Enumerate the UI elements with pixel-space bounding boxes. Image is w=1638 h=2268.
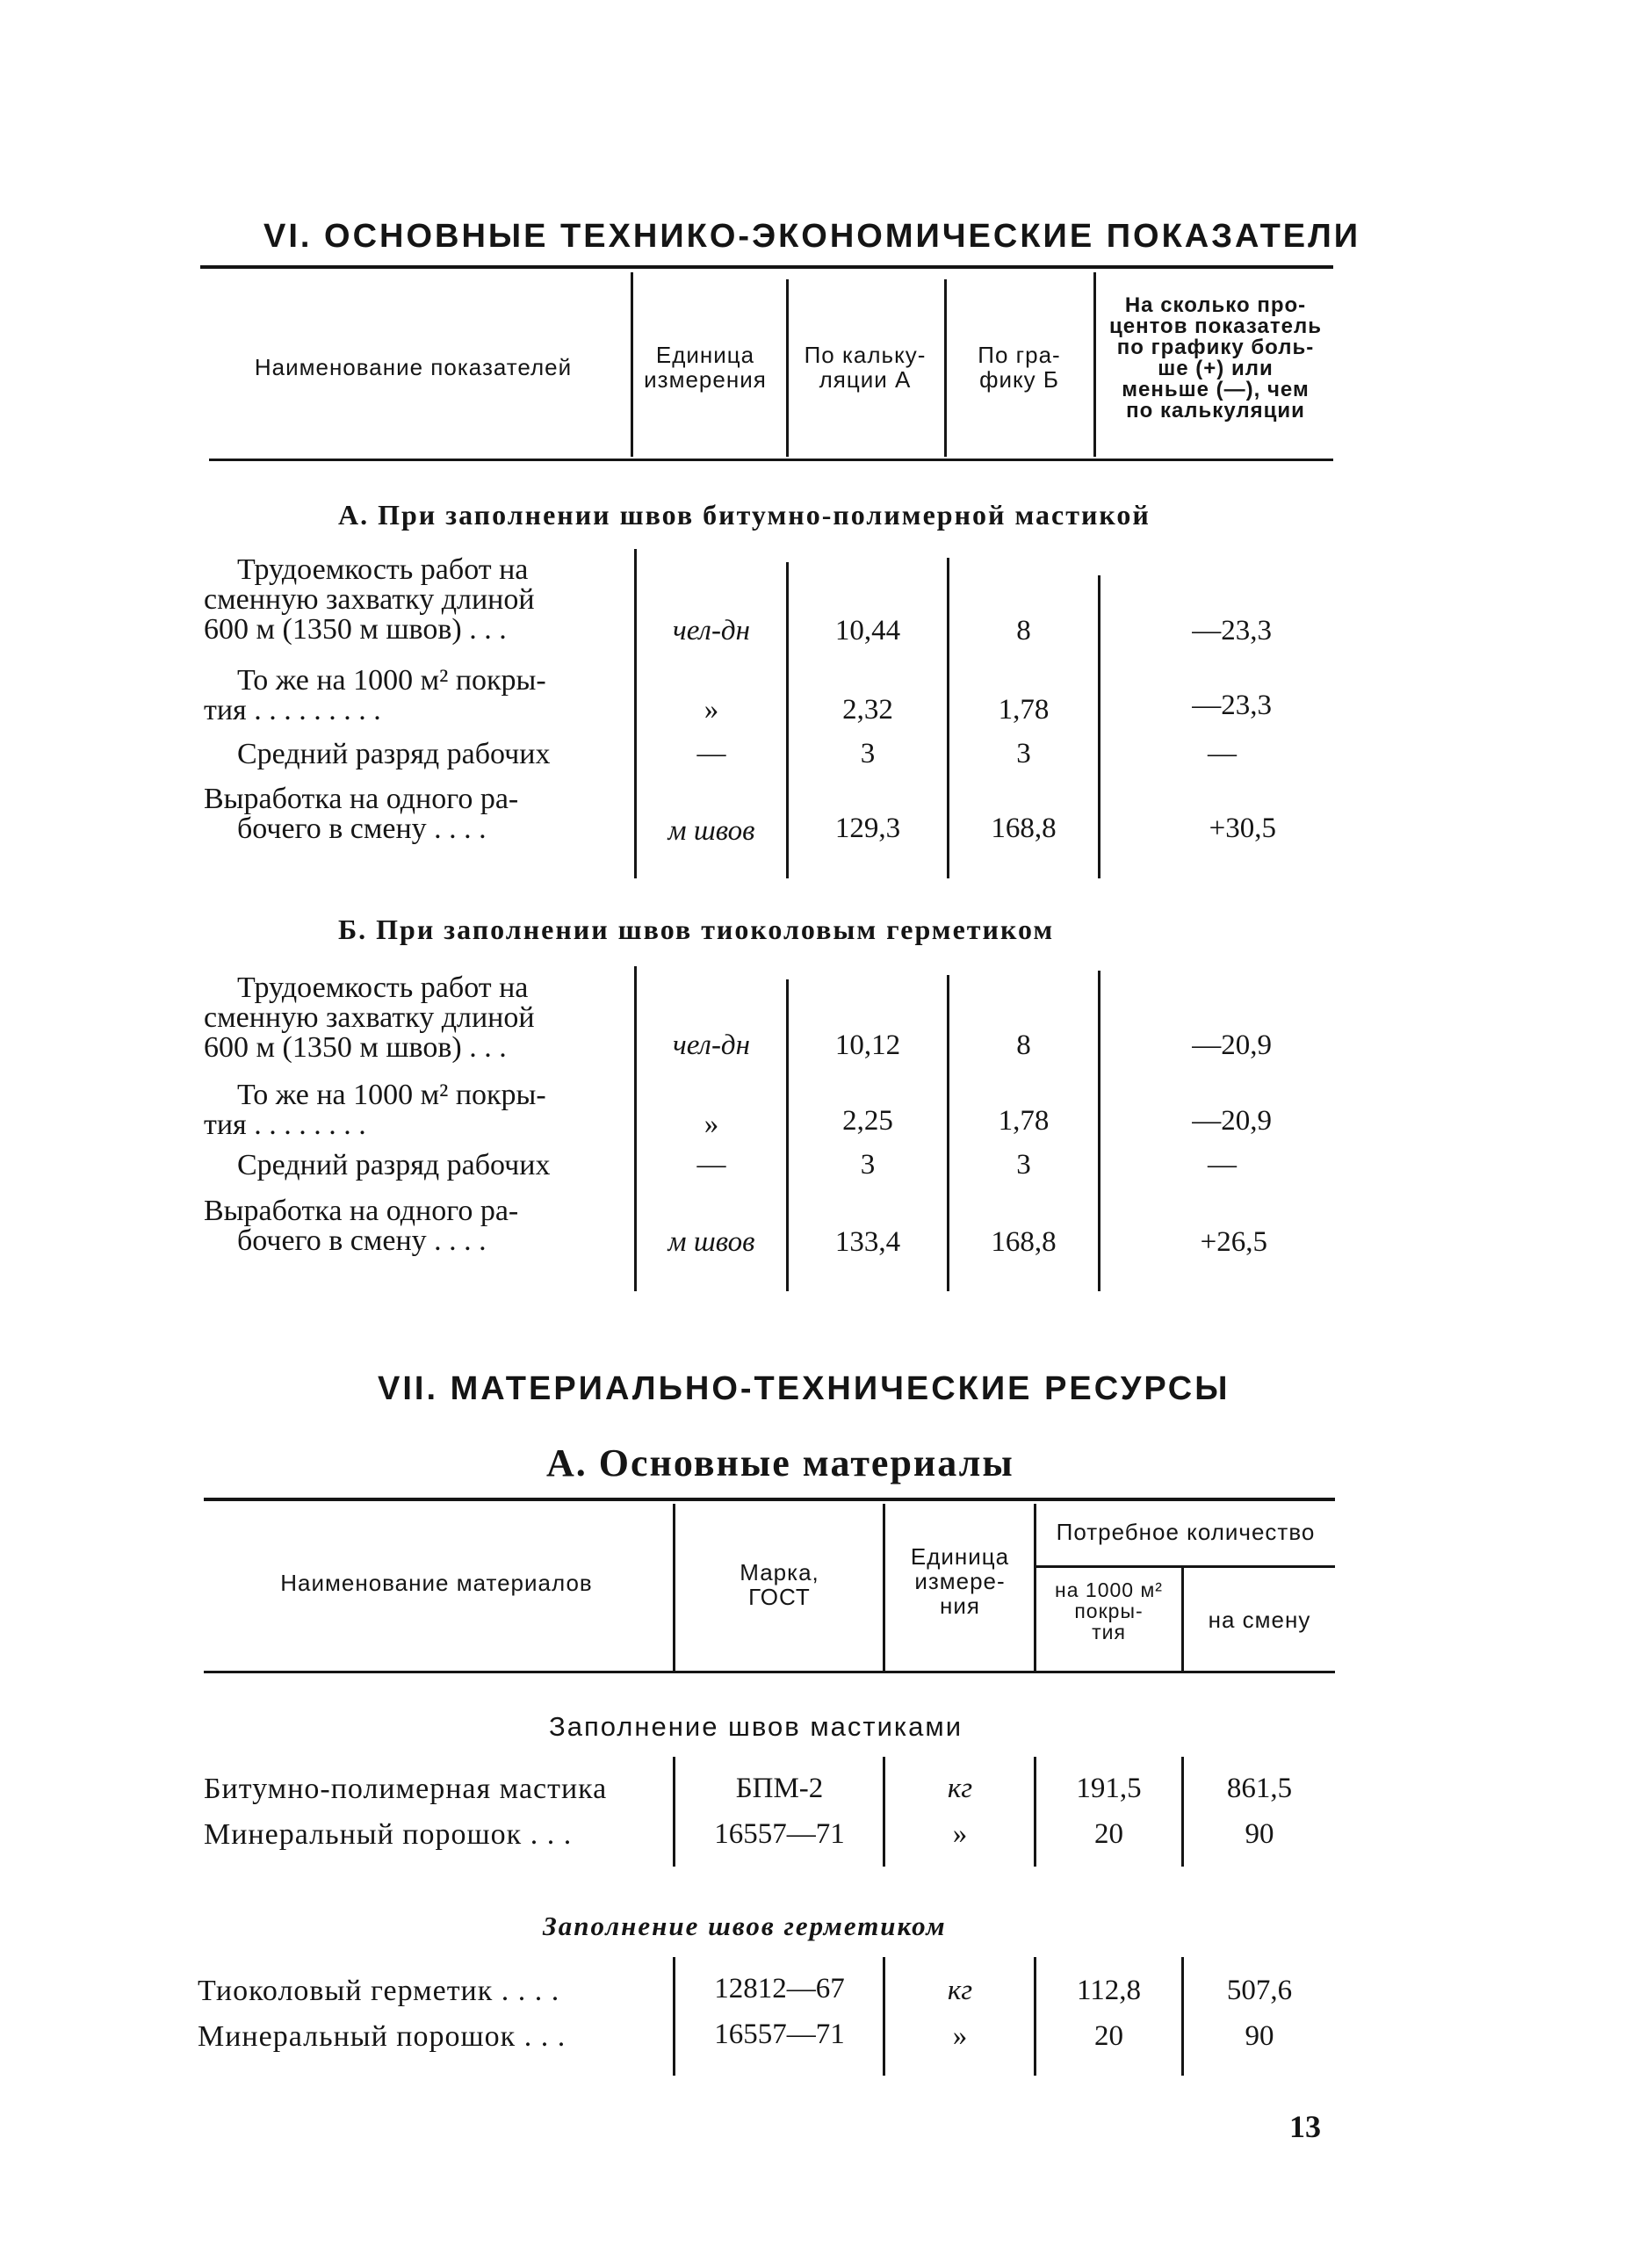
table2-body-rule — [673, 1757, 675, 1867]
section6-title: VI. ОСНОВНЫЕ ТЕХНИКО-ЭКОНОМИЧЕСКИЕ ПОКАЗАТЕЛИ — [263, 218, 1361, 255]
table2-cell-unit: кг — [947, 1975, 973, 2006]
table1-group-a-title: А. При заполнении швов битумно-полимерной мастикой — [338, 499, 1151, 531]
table2-body-rule — [673, 1957, 675, 2076]
table1-row-name: То же на 1000 м² покры- тия . . . . . . . . . — [204, 666, 546, 726]
table1-header-unit: Единица измерения — [644, 342, 767, 393]
table2-cell-brand: 16557—71 — [714, 2019, 845, 2050]
table1-cell-graph: 3 — [1016, 1149, 1031, 1181]
table1-cell-graph: 1,78 — [998, 694, 1050, 726]
table2-header-rule — [1034, 1504, 1036, 1671]
table1-header-bottom-rule — [209, 459, 1333, 461]
table1-cell-unit: чел-дн — [672, 1029, 750, 1061]
table1-cell-unit: м швов — [667, 1226, 755, 1258]
table1-cell-unit: » — [704, 694, 719, 726]
table2-top-rule — [204, 1498, 1335, 1501]
table2-cell-unit: » — [952, 1818, 968, 1850]
table1-cell-calc: 10,12 — [834, 1029, 901, 1061]
table1-top-rule — [200, 265, 1333, 269]
table2-cell-pershift: 90 — [1245, 2020, 1274, 2052]
table2-row-name: Тиоколовый герметик . . . . — [198, 1975, 560, 2007]
table1-cell-percent: —23,3 — [1192, 615, 1272, 646]
table1-cell-calc: 10,44 — [834, 615, 901, 646]
table1-cell-graph: 8 — [1016, 615, 1031, 646]
table1-cell-calc: 2,32 — [842, 694, 893, 726]
table2-header-pershift: на смену — [1208, 1607, 1311, 1633]
table1-cell-percent: —20,9 — [1192, 1029, 1272, 1061]
table2-cell-per1000: 20 — [1094, 1818, 1123, 1850]
table1-cell-graph: 168,8 — [991, 1226, 1057, 1258]
page-number: 13 — [1289, 2109, 1321, 2144]
table1-cell-unit: м швов — [667, 815, 755, 847]
table2-header-rule — [1181, 1568, 1184, 1671]
table1-row-name: Трудоемкость работ на сменную захватку длиной 600 м (1350 м швов) . . . — [204, 973, 535, 1063]
table1-header-name: Наименование показателей — [254, 354, 573, 380]
table2-header-subrule — [1036, 1565, 1335, 1568]
table1-cell-calc: 2,25 — [842, 1105, 893, 1137]
table1-header-graph: По гра- фику Б — [978, 342, 1061, 393]
table1-row-name: Средний разряд рабочих — [237, 1151, 551, 1181]
table1-cell-percent: —23,3 — [1192, 690, 1272, 721]
table2-cell-pershift: 507,6 — [1226, 1975, 1293, 2006]
table1-header-rule — [631, 272, 633, 457]
table1-cell-percent: —20,9 — [1192, 1105, 1272, 1137]
table1-cell-calc: 133,4 — [834, 1226, 901, 1258]
table2-header-bottom-rule — [204, 1671, 1335, 1673]
table1-cell-percent: — — [1208, 738, 1237, 769]
table2-cell-per1000: 191,5 — [1076, 1773, 1142, 1804]
table1-cell-percent: +26,5 — [1200, 1226, 1267, 1258]
table2-cell-pershift: 90 — [1245, 1818, 1274, 1850]
table2-cell-brand: 12812—67 — [714, 1973, 845, 2004]
table2-cell-per1000: 112,8 — [1076, 1975, 1142, 2006]
table1-header-rule — [786, 279, 789, 457]
table2-cell-brand: 16557—71 — [714, 1818, 845, 1850]
table2-cell-unit: кг — [947, 1773, 973, 1804]
table2-row-name: Минеральный порошок . . . — [204, 1818, 573, 1851]
table1-cell-calc: 3 — [860, 1149, 876, 1181]
table2-row-name: Минеральный порошок . . . — [198, 2020, 566, 2053]
table1-cell-graph: 168,8 — [991, 813, 1057, 844]
table1-row-name: Средний разряд рабочих — [237, 740, 551, 769]
table2-cell-brand: БПМ-2 — [735, 1773, 824, 1804]
table2-header-need: Потребное количество — [1056, 1519, 1316, 1545]
table2-header-per1000: на 1000 м² покры- тия — [1055, 1578, 1163, 1643]
table2-group-title: Заполнение швов мастиками — [549, 1711, 963, 1742]
table1-cell-graph: 3 — [1016, 738, 1031, 769]
table1-row-name: Трудоемкость работ на сменную захватку длиной 600 м (1350 м швов) . . . — [204, 555, 535, 645]
table1-cell-unit: чел-дн — [672, 615, 750, 646]
table1-cell-graph: 8 — [1016, 1029, 1031, 1061]
section7-title: VII. МАТЕРИАЛЬНО-ТЕХНИЧЕСКИЕ РЕСУРСЫ — [378, 1370, 1230, 1407]
table1-cell-calc: 3 — [860, 738, 876, 769]
table1-cell-unit: » — [704, 1109, 719, 1140]
table2-group-title: Заполнение швов герметиком — [543, 1910, 947, 1941]
table1-cell-percent: — — [1208, 1149, 1237, 1181]
table1-header-calc: По кальку- ляции А — [804, 342, 927, 393]
table2-header-name: Наименование материалов — [280, 1570, 593, 1596]
table2-cell-per1000: 20 — [1094, 2020, 1123, 2052]
table1-cell-calc: 129,3 — [834, 813, 901, 844]
table1-header-rule — [1093, 272, 1096, 457]
table1-row-name: Выработка на одного ра- бочего в смену . . . . — [204, 1196, 519, 1256]
table1-cell-unit: — — [696, 1149, 726, 1181]
table1-row-name: Выработка на одного ра- бочего в смену . . . . — [204, 784, 519, 844]
table2-header-rule — [673, 1504, 675, 1671]
table2-header-brand: Марка, ГОСТ — [740, 1559, 819, 1610]
table1-row-name: То же на 1000 м² покры- тия . . . . . . . . — [204, 1080, 546, 1140]
table2-header-rule — [883, 1504, 885, 1671]
table1-cell-graph: 1,78 — [998, 1105, 1050, 1137]
section7-subtitle: А. Основные материалы — [546, 1441, 1014, 1484]
table2-cell-unit: » — [952, 2020, 968, 2052]
table1-cell-unit: — — [696, 738, 726, 769]
table2-header-unit: Единица измере- ния — [910, 1543, 1010, 1619]
table1-header-rule — [944, 279, 947, 457]
table1-cell-percent: +30,5 — [1209, 813, 1276, 844]
table2-row-name: Битумно-полимерная мастика — [204, 1773, 608, 1805]
table1-header-percent: На сколько про- центов показатель по графику боль- ше (+) или меньше (—), чем по калькуляции — [1109, 293, 1322, 423]
table2-cell-pershift: 861,5 — [1226, 1773, 1293, 1804]
table1-group-b-title: Б. При заполнении швов тиоколовым герметиком — [338, 914, 1055, 945]
